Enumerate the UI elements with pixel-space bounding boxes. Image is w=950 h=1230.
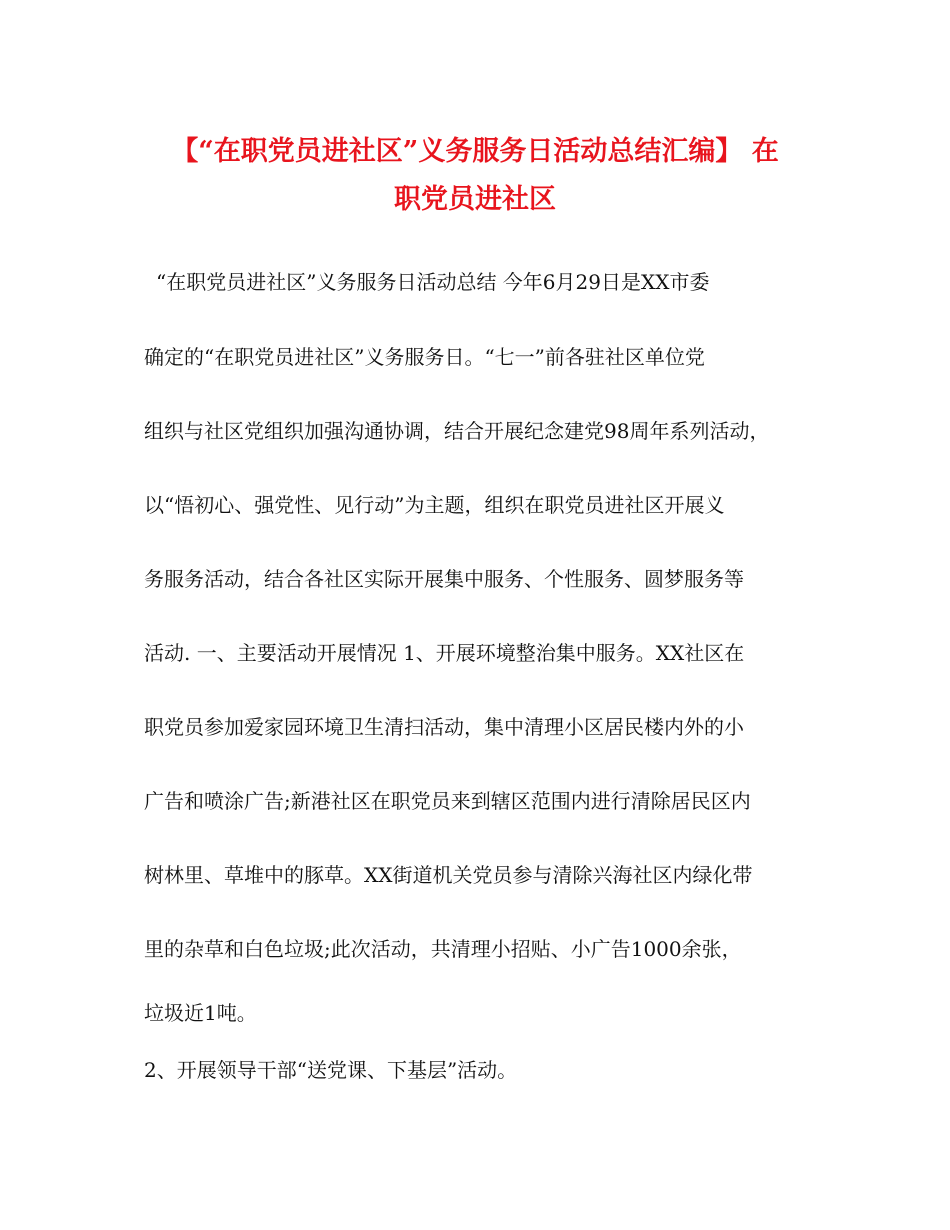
document-title-line-1: 【“在职党员进社区”义务服务日活动总结汇编】 在	[171, 136, 779, 167]
body-line-4: 以“悟初心、强党性、见行动”为主题，组织在职党员进社区开展义	[144, 493, 725, 517]
body-line-11: 垃圾近1吨。	[144, 1001, 257, 1025]
body-line-8: 广告和喷涂广告;新港社区在职党员来到辖区范围内进行清除居民区内	[144, 789, 751, 813]
body-line-9: 树林里、草堆中的豚草。XX街道机关党员参与清除兴海社区内绿化带	[144, 863, 753, 887]
body-line-6: 活动. 一、主要活动开展情况 1、开展环境整治集中服务。XX社区在	[144, 641, 745, 665]
body-line-7: 职党员参加爱家园环境卫生清扫活动，集中清理小区居民楼内外的小	[144, 715, 744, 739]
body-line-10: 里的杂草和白色垃圾;此次活动，共清理小招贴、小广告1000余张，	[144, 937, 742, 961]
body-line-3: 组织与社区党组织加强沟通协调，结合开展纪念建党98周年系列活动，	[144, 419, 770, 443]
body-line-1: “在职党员进社区”义务服务日活动总结 今年6月29日是XX市委	[156, 270, 710, 294]
body-line-2: 确定的“在职党员进社区”义务服务日。“七一”前各驻社区单位党	[144, 345, 705, 369]
body-line-5: 务服务活动，结合各社区实际开展集中服务、个性服务、圆梦服务等	[144, 567, 744, 591]
document-title-line-2: 职党员进社区	[394, 184, 556, 215]
body-line-12: 2、开展领导干部“送党课、下基层”活动。	[144, 1058, 518, 1082]
